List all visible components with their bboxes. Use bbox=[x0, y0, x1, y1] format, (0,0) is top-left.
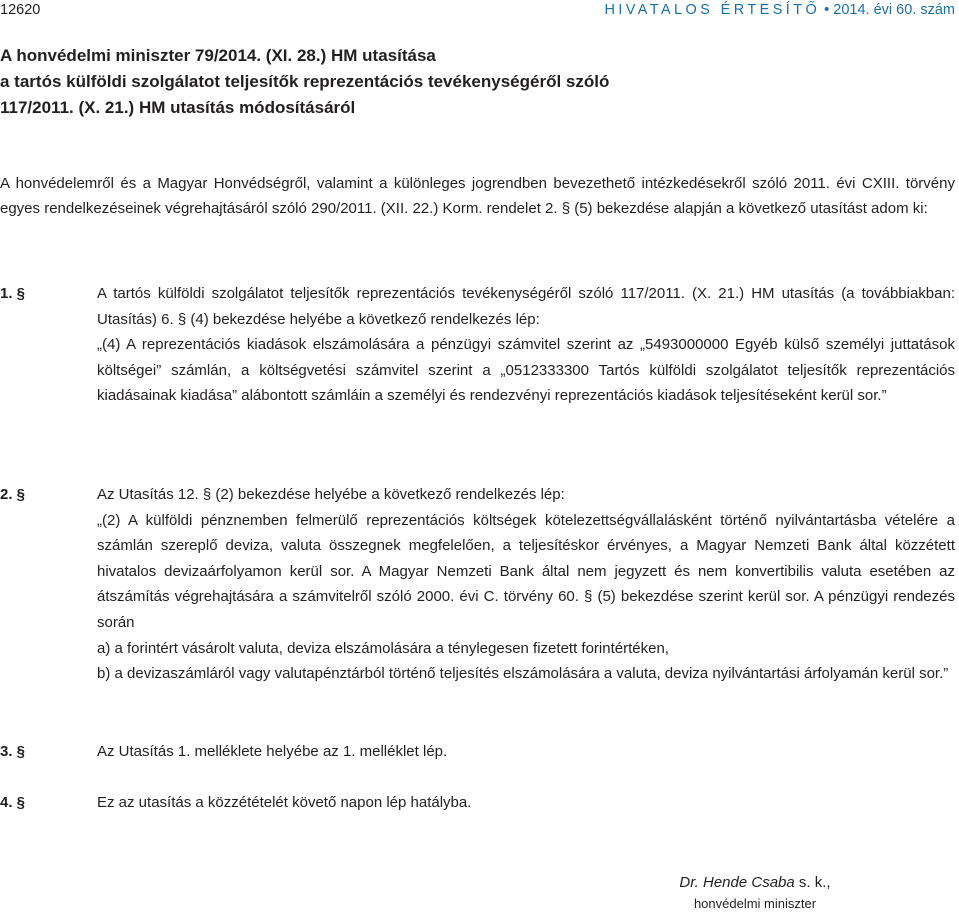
section-body bbox=[97, 281, 955, 409]
preamble: A honvédelemről és a Magyar Honvédségről, valamint a különleges jogrendben bevezethető intézkedésekről szóló 2011. évi CXIII. törvény egyes rendelkezéseinek végrehajtásáról szóló 290/2011. (XII. 22.) Korm. rendelet 2. § (5) bekezdése alapján a következő utasítást adom ki: bbox=[0, 175, 955, 217]
signatory bbox=[630, 873, 880, 893]
title-line: 117/2011. (X. 21.) HM utasítás módosításáról bbox=[0, 98, 356, 117]
section-paragraph: b) a devizaszámláról vagy valutapénztárból történő teljesítés elszámolására a valuta, deviza nyilvántartási árfolyamán kerül sor.” bbox=[97, 665, 949, 683]
section-body bbox=[97, 790, 955, 816]
signature-block bbox=[630, 873, 880, 913]
signatory-title: honvédelmi miniszter bbox=[693, 896, 817, 911]
section-number: 1. § bbox=[0, 285, 26, 302]
issue-number: 2014. évi 60. szám bbox=[833, 2, 955, 18]
section-paragraph: „(2) A külföldi pénznemben felmerülő reprezentációs költségek kötelezettségvállalásként történő nyilvántartásba vételére a számlán szereplő deviza, valuta összegnek megfelelően, a teljesítéskor érvényes, a Magyar Nemzeti Bank által közzétett hivatalos devizaárfolyamon kerül sor. A Magyar Nemzeti Bank által nem jegyzett és nem konvertibilis valuta esetében az átszámítás végrehajtására a számvitelről szóló 2000. évi C. törvény 60. § (5) bekezdése szerint kerül sor. A pénzügyi rendezés során bbox=[97, 511, 955, 631]
section-paragraph: A tartós külföldi szolgálatot teljesítők reprezentációs tevékenységéről szóló 117/2011. (X. 21.) HM utasítás (a továbbiakban: Utasítás) 6. § (4) bekezdése helyébe a következő rendelkezés lép: bbox=[97, 285, 955, 328]
header-bullet: • bbox=[824, 2, 830, 18]
section-body bbox=[97, 482, 955, 687]
journal-info bbox=[605, 2, 956, 18]
title-line: A honvédelmi miniszter 79/2014. (XI. 28.) HM utasítása bbox=[0, 46, 436, 65]
section-paragraph: Az Utasítás 12. § (2) bekezdése helyébe a következő rendelkezés lép: bbox=[97, 486, 565, 503]
section-number: 3. § bbox=[0, 743, 26, 760]
signatory-name: Dr. Hende Csaba bbox=[679, 874, 795, 891]
section-body bbox=[97, 739, 955, 765]
document-title bbox=[0, 43, 940, 121]
section-paragraph: Az Utasítás 1. melléklete helyébe az 1. melléklet lép. bbox=[97, 743, 448, 760]
section-paragraph: „(4) A reprezentációs kiadások elszámolására a pénzügyi számvitel szerint az „5493000000 Egyéb külső személyi juttatások költségei” számlán, a költségvetési számvitel szerint a „0512333300 Tartós külföldi szolgálatot teljesítők reprezentációs kiadásainak kiadása” alábontott számláin a személyi és rendezvényi reprezentációs kiadások teljesítéseként kerül sor.” bbox=[97, 336, 955, 405]
title-line: a tartós külföldi szolgálatot teljesítők reprezentációs tevékenységéről szóló bbox=[0, 72, 610, 91]
section-paragraph: Ez az utasítás a közzétételét követő napon lép hatályba. bbox=[97, 794, 472, 811]
section-paragraph: a) a forintért vásárolt valuta, deviza elszámolására a ténylegesen fizetett forintértéken, bbox=[97, 639, 669, 657]
section-number: 4. § bbox=[0, 794, 26, 811]
page-number: 12620 bbox=[0, 2, 41, 18]
signatory-suffix: s. k., bbox=[794, 874, 831, 891]
journal-title: HIVATALOS ÉRTESÍTŐ bbox=[604, 2, 821, 18]
page-header bbox=[0, 2, 959, 22]
section-number: 2. § bbox=[0, 486, 26, 503]
